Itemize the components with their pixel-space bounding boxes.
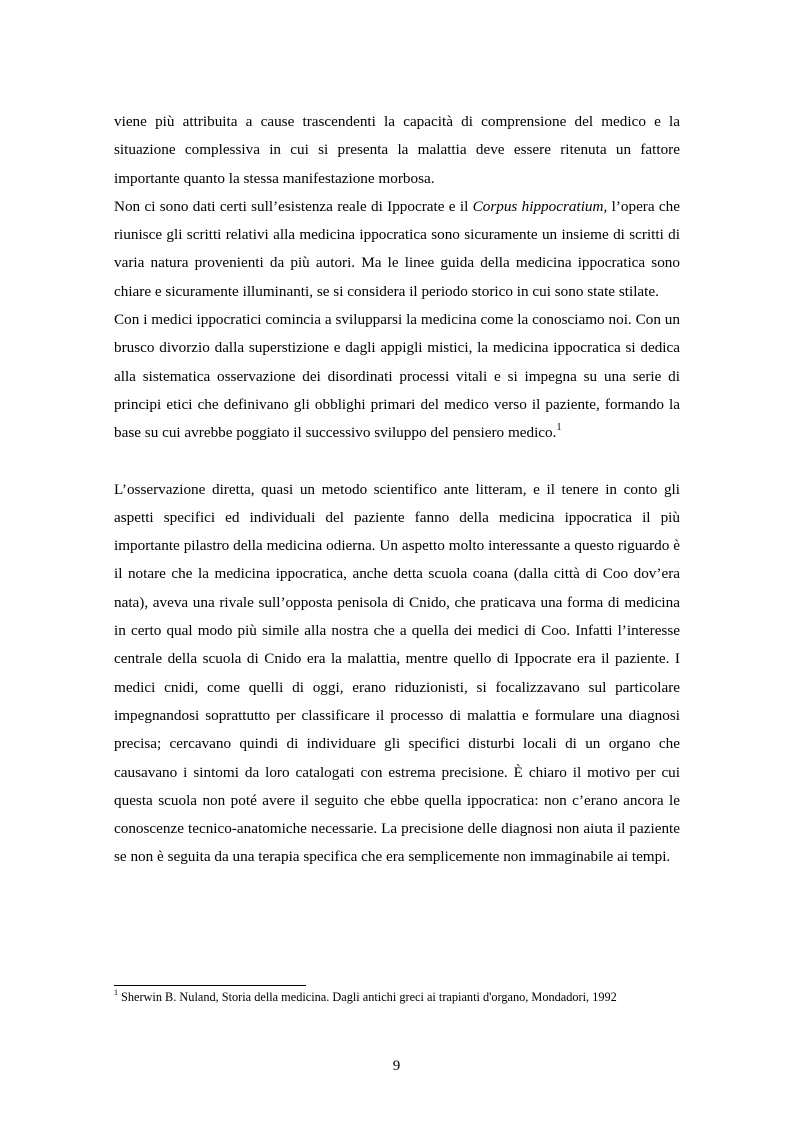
footnote-text: Sherwin B. Nuland, Storia della medicina. Dagli antichi greci ai trapianti d'organo, Mondadori, 1992 [121,990,617,1004]
footnote-reference: 1 [556,422,562,434]
footnote-separator [114,985,306,986]
footnote [114,989,684,1005]
paragraph-2-text-start: Non ci sono dati certi sull’esistenza reale di Ippocrate e il [114,197,473,215]
document-body [114,108,680,872]
paragraph-1 [114,108,680,193]
paragraph-3-text: Con i medici ippocratici comincia a svilupparsi la medicina come la conosciamo noi. Con un brusco divorzio dalla superstizione e dagli appigli mistici, la medicina ippocratica si dedica alla sistematica osservazione dei disordinati processi vitali e si impegna su una serie di principi etici che definivano gli obblighi primari del medico verso il paziente, formando la base su cui avrebbe poggiato il successivo sviluppo del pensiero medico. [114,311,680,442]
paragraph-2-text-end: , l’opera che riunisce gli scritti relativi alla medicina ippocratica sono sicuramente un insieme di scritti di varia natura provenienti da più autori. Ma le linee guida della medicina ippocratica sono chiare e sicuramente illuminanti, se si considera il periodo storico in cui sono state stilate. [114,197,680,300]
paragraph-2 [114,193,680,306]
paragraph-3 [114,306,680,447]
paragraph-4-text: L’osservazione diretta, quasi un metodo scientifico ante litteram, e il tenere in conto gli aspetti specifici ed individuali del paziente fanno della medicina ippocratica il più importante pilastro della medicina odierna. Un aspetto molto interessante a questo riguardo è il notare che la medicina ippocratica, anche detta scuola coana (dalla città di Coo dov’era nata), aveva una rivale sull’opposta penisola di Cnido, che praticava una forma di medicina in certo qual modo più simile alla nostra che a quella dei medici di Coo. Infatti l’interesse centrale della scuola di Cnido era la malattia, mentre quello di Ippocrate era il paziente. I medici cnidi, come quelli di oggi, erano riduzionisti, si focalizzavano sul particolare impegnandosi soprattutto per classificare il processo di malattia e formulare una diagnosi precisa; cercavano quindi di individuare gli specifici disturbi locali di un organo che causavano i sintomi da loro catalogati con estrema precisione. È chiaro il motivo per cui questa scuola non poté avere il seguito che ebbe quella ippocratica: non c’erano ancora le conoscenze tecnico-anatomiche necessarie. La precisione delle diagnosi non aiuta il paziente se non è seguita da una terapia specifica che era semplicemente non immaginabile ai tempi. [114,480,680,866]
paragraph-4 [114,476,680,872]
page-number: 9 [392,1058,401,1074]
footnote-number: 1 [114,987,118,997]
corpus-title: Corpus hippocratium [472,197,604,215]
paragraph-1-text: viene più attribuita a cause trascendenti la capacità di comprensione del medico e la situazione complessiva in cui si presenta la malattia deve essere ritenuta un fattore importante quanto la stessa manifestazione morbosa. [114,113,680,187]
